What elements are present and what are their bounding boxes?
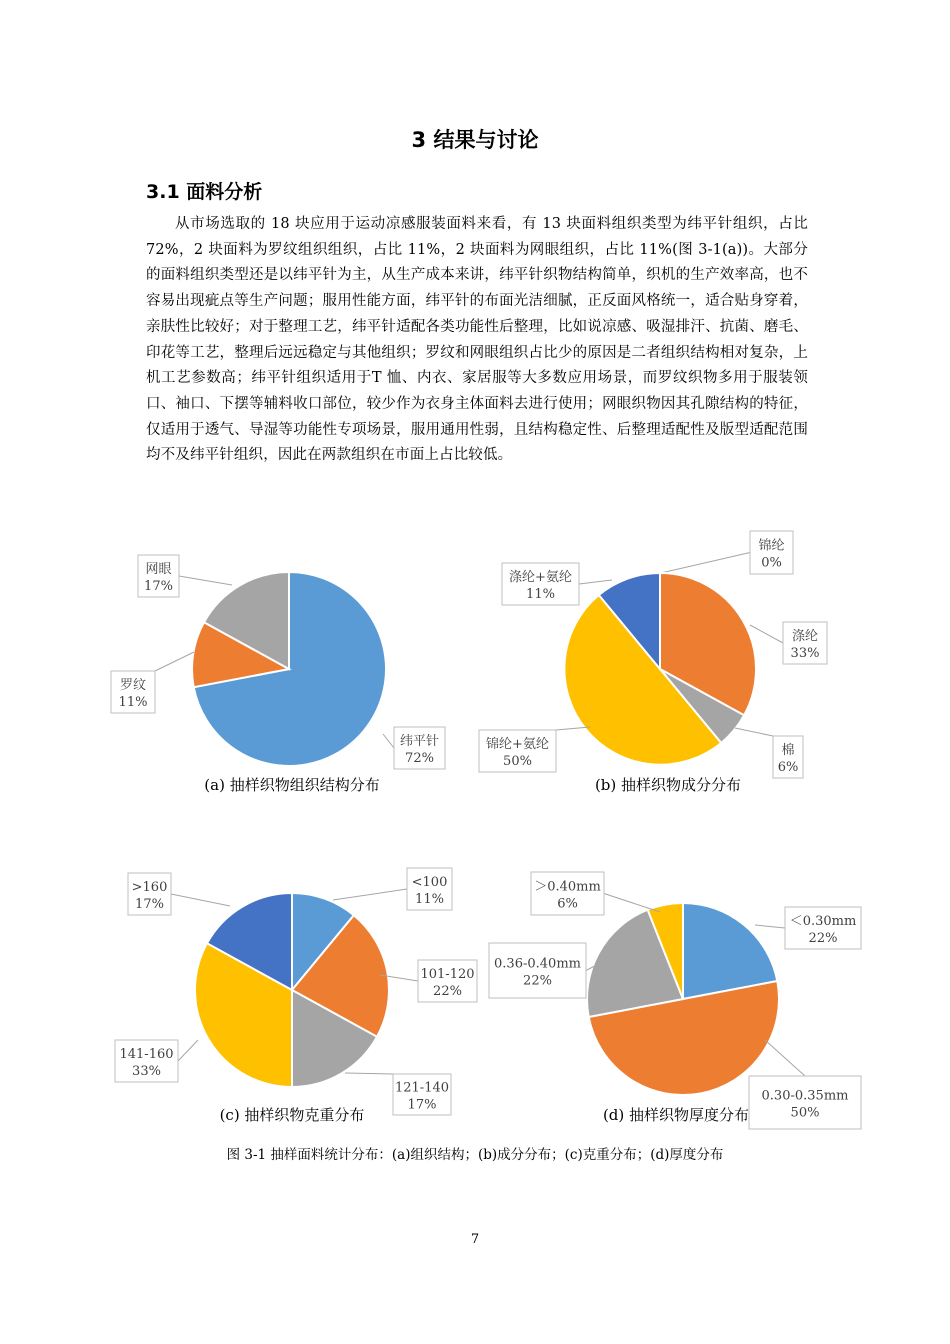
leader-line — [155, 652, 194, 671]
slice-category-label: 纬平针 — [399, 734, 440, 749]
pie-chart-c — [115, 868, 477, 1124]
chapter-title: 3 结果与讨论 — [411, 128, 539, 152]
leader-line — [171, 894, 230, 906]
slice-percent-label: 50% — [503, 754, 532, 769]
slice-percent-label: 6% — [777, 760, 799, 775]
slice-category-label: 棉 — [781, 743, 795, 758]
slice-category-label: 121-140 — [394, 1080, 450, 1096]
slice-category-label: >160 — [131, 880, 168, 895]
leader-line — [755, 925, 785, 928]
slice-percent-label: 6% — [557, 896, 578, 912]
leader-line — [579, 580, 612, 584]
slice-percent-label: 17% — [135, 897, 164, 912]
leader-line — [333, 889, 407, 900]
slice-category-label: <100 — [411, 875, 448, 890]
subfigure-caption: (a) 抽样织物组织结构分布 — [204, 776, 380, 794]
body-paragraph: 从市场选取的 18 块应用于运动凉感服装面料来看，有 13 块面料组织类型为纬平针组织，占比 72%，2 块面料为罗纹组织组织，占比 11%，2 块面料为网眼组织，占比 11%(图 3-1(a))。大部分的面料组织类型还是以纬平针为主，从生产成本来讲，纬平针织物结构简单，织机的生产效率高，也不容易出现疵点等生产问题；服用性能方面，纬平针的布面光洁细腻，正反面风格统一，适合贴身穿着，亲肤性比较好；对于整理工艺，纬平针适配各类功能性后整理，比如说凉感、吸湿排汗、抗菌、磨毛、印花等工艺，整理后远远稳定与其他组织；罗纹和网眼组织占比少的原因是二者组织结构相对复杂，上机工艺参数高；纬平针组织适用于T 恤、内衣、家居服等大多数应用场景，而罗纹织物多用于服装领口、袖口、下摆等辅料收口部位，较少作为衣身主体面料去进行使用；网眼织物因其孔隙结构的特征，仅适用于透气、导湿等功能性专项场景，服用通用性弱，且结构稳定性、后整理适配性及版型适配范围均不及纬平针组织，因此在两款组织在市面上占比较低。 — [146, 216, 808, 464]
section-title: 3.1 面料分析 — [146, 181, 263, 203]
slice-category-label: ＞0.40mm — [534, 879, 601, 895]
leader-line — [750, 625, 783, 643]
leader-line — [179, 576, 232, 585]
pie-chart-b — [479, 531, 827, 794]
leader-line — [765, 1040, 805, 1076]
slice-category-label: 网眼 — [145, 562, 172, 577]
slice-category-label: 涤纶+氨纶 — [509, 570, 572, 585]
slice-category-label: 罗纹 — [119, 678, 147, 693]
leader-line — [178, 1040, 198, 1061]
slice-category-label: 锦纶+氨纶 — [486, 737, 549, 752]
slice-percent-label: 50% — [790, 1105, 820, 1121]
slice-percent-label: 33% — [790, 646, 820, 661]
slice-category-label: 141-160 — [119, 1047, 174, 1062]
slice-category-label: ＜0.30mm — [789, 914, 857, 929]
slice-percent-label: 11% — [118, 695, 148, 710]
slice-category-label: 0.30-0.35mm — [761, 1088, 849, 1104]
slice-category-label: 涤纶 — [791, 629, 819, 644]
slice-percent-label: 11% — [526, 587, 555, 602]
slice-percent-label: 22% — [433, 984, 462, 999]
slice-category-label: 101-120 — [420, 967, 475, 982]
slice-category-label: 锦纶 — [758, 538, 785, 554]
slice-percent-label: 22% — [523, 973, 552, 989]
slice-percent-label: 17% — [407, 1097, 437, 1113]
slice-percent-label: 0% — [761, 555, 782, 571]
slice-percent-label: 33% — [132, 1064, 161, 1079]
slice-percent-label: 22% — [808, 931, 838, 946]
leader-line — [661, 553, 750, 574]
leader-line — [604, 894, 660, 913]
subfigure-caption: (b) 抽样织物成分分布 — [594, 776, 742, 794]
pie-chart-a — [111, 555, 445, 794]
leader-line — [735, 728, 773, 736]
figure-caption: 图 3-1 抽样面料统计分布：(a)组织结构；(b)成分分布；(c)克重分布；(d)厚度分布 — [226, 1147, 724, 1163]
slice-category-label: 0.36-0.40mm — [494, 956, 581, 972]
subfigure-caption: (c) 抽样织物克重分布 — [219, 1106, 365, 1124]
subfigure-caption: (d) 抽样织物厚度分布 — [602, 1106, 750, 1124]
slice-percent-label: 17% — [144, 579, 173, 594]
pie-chart-d — [489, 872, 861, 1129]
leader-line — [345, 1073, 393, 1074]
slice-percent-label: 11% — [415, 892, 444, 907]
page-number: 7 — [470, 1232, 480, 1247]
leader-line — [383, 734, 394, 748]
slice-percent-label: 72% — [405, 751, 434, 766]
